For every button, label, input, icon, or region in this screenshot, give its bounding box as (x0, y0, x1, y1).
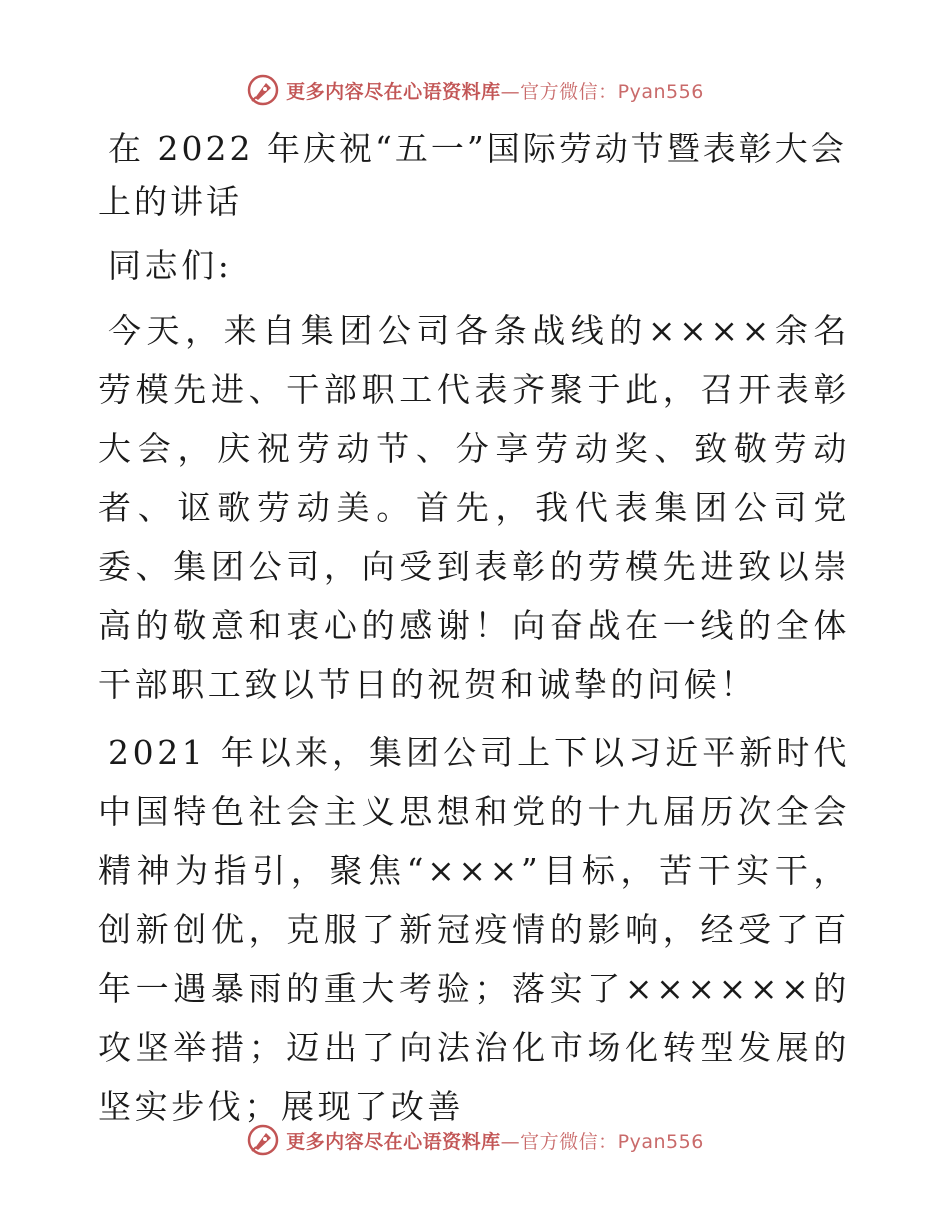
document-body (98, 122, 850, 1145)
watermark-footer (0, 1122, 950, 1158)
watermark-main: 更多内容尽在心语资料库 (286, 80, 501, 103)
watermark-dash: — (500, 1130, 521, 1153)
watermark-text (286, 1127, 704, 1154)
pen-nib-icon (246, 73, 280, 107)
watermark-sub: 官方微信：Pyan556 (520, 80, 704, 103)
watermark-text (286, 77, 704, 104)
salutation: 同志们: (108, 246, 233, 285)
watermark-header (0, 72, 950, 108)
paragraph-2: 2021 年以来，集团公司上下以习近平新时代中国特色社会主义思想和党的十九届历次全会精神为指引，聚焦“×××”目标，苦干实干，创新创优，克服了新冠疫情的影响，经受了百年一遇暴雨的重大考验；落实了××××××的攻坚举措；迈出了向法治化市场化转型发展的坚实步伐；展现了改善 (98, 733, 850, 1126)
watermark-main: 更多内容尽在心语资料库 (286, 1130, 501, 1153)
watermark-dash: — (500, 80, 521, 103)
watermark-sub: 官方微信：Pyan556 (520, 1130, 704, 1153)
pen-nib-icon (246, 1123, 280, 1157)
document-title: 在 2022 年庆祝“五一”国际劳动节暨表彰大会上的讲话 (98, 129, 847, 221)
paragraph-1: 今天，来自集团公司各条战线的××××余名劳模先进、干部职工代表齐聚于此，召开表彰大会，庆祝劳动节、分享劳动奖、致敬劳动者、讴歌劳动美。首先，我代表集团公司党委、集团公司，向受到表彰的劳模先进致以崇高的敬意和衷心的感谢！向奋战在一线的全体干部职工致以节日的祝贺和诚挚的问候！ (98, 311, 850, 704)
